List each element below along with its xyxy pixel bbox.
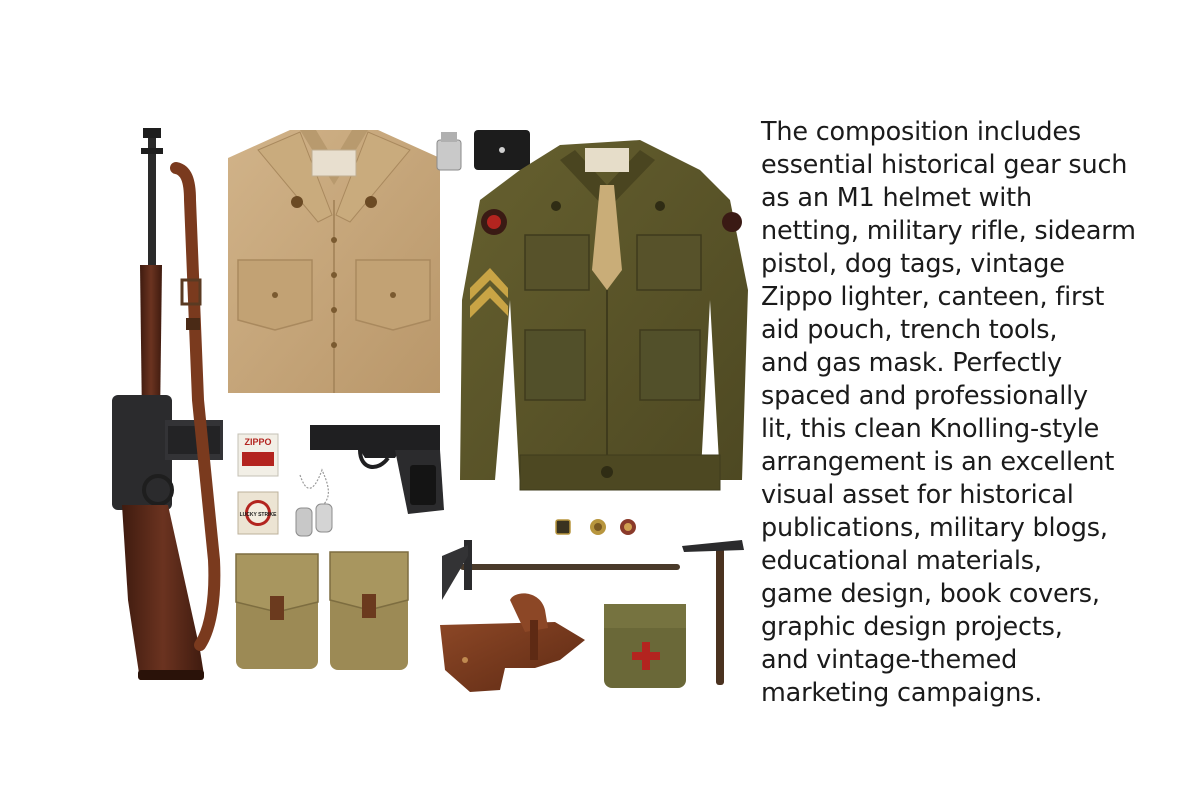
cigarette-pack-label: LUCKY STRIKE bbox=[239, 512, 277, 518]
leather-wallet bbox=[474, 130, 530, 170]
caption-line: arrangement is an excellent bbox=[761, 447, 1115, 477]
caption-line: spaced and professionally bbox=[761, 381, 1088, 411]
zippo-box-label: ZIPPO bbox=[244, 437, 272, 447]
description-text bbox=[761, 116, 1191, 710]
khaki-shirt bbox=[228, 130, 440, 393]
pickaxe bbox=[682, 540, 744, 685]
caption-line: publications, military blogs, bbox=[761, 513, 1108, 543]
caption-line: educational materials, bbox=[761, 546, 1042, 576]
caption-line: The composition includes bbox=[761, 117, 1081, 147]
canvas-pouch-left bbox=[236, 554, 318, 669]
canvas-pouch-right bbox=[330, 552, 408, 670]
caption-line: marketing campaigns. bbox=[761, 678, 1043, 708]
olive-jacket bbox=[460, 140, 748, 490]
leather-holster bbox=[440, 593, 585, 692]
caption-line: as an M1 helmet with bbox=[761, 183, 1032, 213]
caption-line: and vintage-themed bbox=[761, 645, 1018, 675]
caption-line: aid pouch, trench tools, bbox=[761, 315, 1058, 345]
caption-line: visual asset for historical bbox=[761, 480, 1074, 510]
trench-tool bbox=[442, 540, 680, 600]
zippo-lighter bbox=[437, 132, 461, 170]
caption-line: netting, military rifle, sidearm bbox=[761, 216, 1136, 246]
sidearm-pistol bbox=[310, 425, 444, 514]
caption-line: pistol, dog tags, vintage bbox=[761, 249, 1065, 279]
caption-line: lit, this clean Knolling-style bbox=[761, 414, 1100, 444]
caption-line: game design, book covers, bbox=[761, 579, 1100, 609]
zippo-box bbox=[238, 434, 278, 476]
cigarette-pack bbox=[238, 492, 278, 534]
dog-tags bbox=[296, 470, 332, 536]
caption-line: graphic design projects, bbox=[761, 612, 1063, 642]
first-aid-pouch bbox=[604, 604, 686, 688]
caption-line: and gas mask. Perfectly bbox=[761, 348, 1062, 378]
insignia-pins bbox=[556, 519, 636, 535]
rifle bbox=[112, 128, 223, 680]
caption-line: essential historical gear such bbox=[761, 150, 1128, 180]
caption-line: Zippo lighter, canteen, first bbox=[761, 282, 1105, 312]
